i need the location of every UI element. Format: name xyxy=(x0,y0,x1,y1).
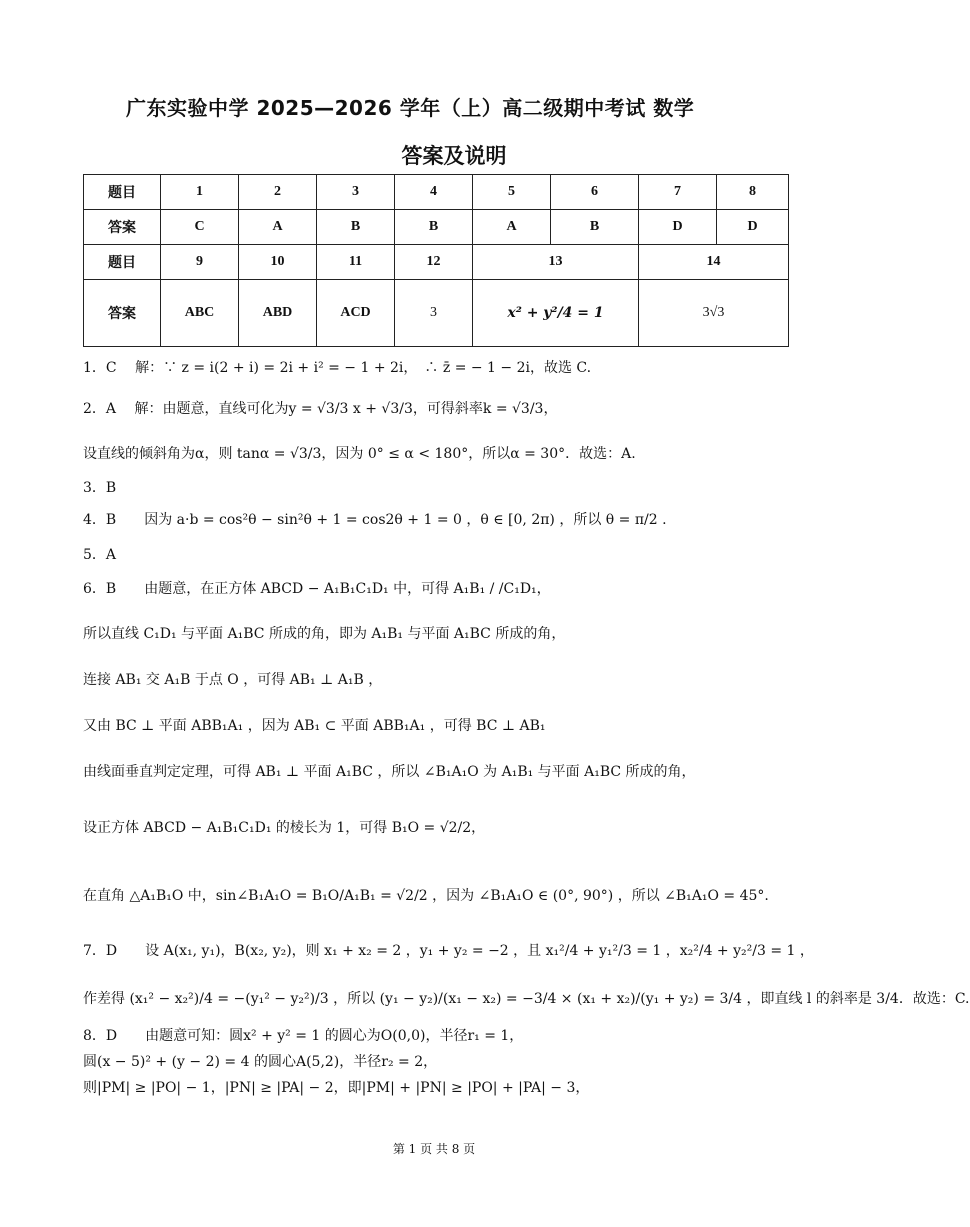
solution-line: 3．B xyxy=(83,480,117,496)
table-cell: 答案 xyxy=(84,280,161,347)
table-cell: x² + y²/4 = 1 xyxy=(473,280,639,347)
document-title: 广东实验中学 2025—2026 学年（上）高二级期中考试 数学 xyxy=(126,96,695,120)
solution-line: 8．D 由题意可知：圆x² + y² = 1 的圆心为O(0,0)，半径r₁ = 1， xyxy=(83,1028,524,1044)
table-cell: B xyxy=(551,210,639,245)
solution-line: 6．B 由题意，在正方体 ABCD − A₁B₁C₁D₁ 中，可得 A₁B₁ / /C₁D₁， xyxy=(83,581,551,597)
table-cell: 题目 xyxy=(84,175,161,210)
table-cell: 9 xyxy=(161,245,239,280)
table-cell: B xyxy=(395,210,473,245)
table-cell: A xyxy=(239,210,317,245)
table-cell: 13 xyxy=(473,245,639,280)
table-cell: 4 xyxy=(395,175,473,210)
solution-line: 圆(x − 5)² + (y − 2) = 4 的圆心A(5,2)，半径r₂ = 2， xyxy=(83,1054,438,1070)
document-subtitle: 答案及说明 xyxy=(401,144,507,168)
table-cell: 10 xyxy=(239,245,317,280)
solution-line: 所以直线 C₁D₁ 与平面 A₁BC 所成的角，即为 A₁B₁ 与平面 A₁BC 所成的角， xyxy=(83,626,566,642)
table-cell: D xyxy=(639,210,717,245)
solution-line: 1．C 解：∵ z = i(2 + i) = 2i + i² = − 1 + 2i， ∴ z̄ = − 1 − 2i，故选 C. xyxy=(83,360,592,376)
table-cell: D xyxy=(717,210,789,245)
table-cell: 6 xyxy=(551,175,639,210)
solution-line: 7．D 设 A(x₁, y₁)，B(x₂, y₂)，则 x₁ + x₂ = 2 ，y₁ + y₂ = −2 ，且 x₁²/4 + y₁²/3 = 1 ，x₂²/4 + y₂²/3 = 1 ， xyxy=(83,943,814,959)
table-cell: 题目 xyxy=(84,245,161,280)
solution-line: 作差得 (x₁² − x₂²)/4 = −(y₁² − y₂²)/3 ，所以 (y₁ − y₂)/(x₁ − x₂) = −3/4 × (x₁ + x₂)/(y₁ + y₂) = 3/4 ，即直线 l 的斜率是 3/4．故选：C. xyxy=(83,991,970,1007)
table-cell: 3 xyxy=(317,175,395,210)
table-cell: 7 xyxy=(639,175,717,210)
table-row xyxy=(84,210,789,245)
table-row xyxy=(84,175,789,210)
table-cell: 1 xyxy=(161,175,239,210)
solution-line: 2．A 解：由题意，直线可化为y = √3/3 x + √3/3，可得斜率k = √3/3， xyxy=(83,401,558,417)
solution-line: 连接 AB₁ 交 A₁B 于点 O ，可得 AB₁ ⊥ A₁B ， xyxy=(83,672,383,688)
solution-line: 设正方体 ABCD − A₁B₁C₁D₁ 的棱长为 1，可得 B₁O = √2/2， xyxy=(83,820,486,836)
table-row xyxy=(84,280,789,347)
solution-line: 4．B 因为 a·b = cos²θ − sin²θ + 1 = cos2θ + 1 = 0 ，θ ∈ [0, 2π) ，所以 θ = π/2 . xyxy=(83,512,667,528)
table-cell: ABD xyxy=(239,280,317,347)
table-cell: 答案 xyxy=(84,210,161,245)
table-cell: 3√3 xyxy=(639,280,789,347)
solution-line: 又由 BC ⊥ 平面 ABB₁A₁ ，因为 AB₁ ⊂ 平面 ABB₁A₁ ，可得 BC ⊥ AB₁ xyxy=(83,718,546,734)
solution-line: 5．A xyxy=(83,547,117,563)
table-cell: 12 xyxy=(395,245,473,280)
table-cell: 14 xyxy=(639,245,789,280)
table-cell: C xyxy=(161,210,239,245)
table-cell: A xyxy=(473,210,551,245)
solution-line: 设直线的倾斜角为α，则 tanα = √3/3，因为 0° ≤ α < 180°，所以α = 30°．故选：A. xyxy=(83,446,636,462)
table-cell: ACD xyxy=(317,280,395,347)
answer-table xyxy=(83,174,789,347)
table-cell: 2 xyxy=(239,175,317,210)
page-footer: 第 1 页 共 8 页 xyxy=(392,1142,476,1156)
solution-line: 由线面垂直判定定理，可得 AB₁ ⊥ 平面 A₁BC ，所以 ∠B₁A₁O 为 A₁B₁ 与平面 A₁BC 所成的角， xyxy=(83,764,696,780)
solution-line: 在直角 △A₁B₁O 中，sin∠B₁A₁O = B₁O/A₁B₁ = √2/2 ，因为 ∠B₁A₁O ∈ (0°, 90°) ，所以 ∠B₁A₁O = 45°. xyxy=(83,888,769,904)
table-row xyxy=(84,245,789,280)
table-cell: 5 xyxy=(473,175,551,210)
solution-line: 则|PM| ≥ |PO| − 1，|PN| ≥ |PA| − 2，即|PM| + |PN| ≥ |PO| + |PA| − 3， xyxy=(83,1080,590,1096)
table-cell: 8 xyxy=(717,175,789,210)
table-cell: 3 xyxy=(395,280,473,347)
table-cell: B xyxy=(317,210,395,245)
table-cell: 11 xyxy=(317,245,395,280)
table-cell: ABC xyxy=(161,280,239,347)
